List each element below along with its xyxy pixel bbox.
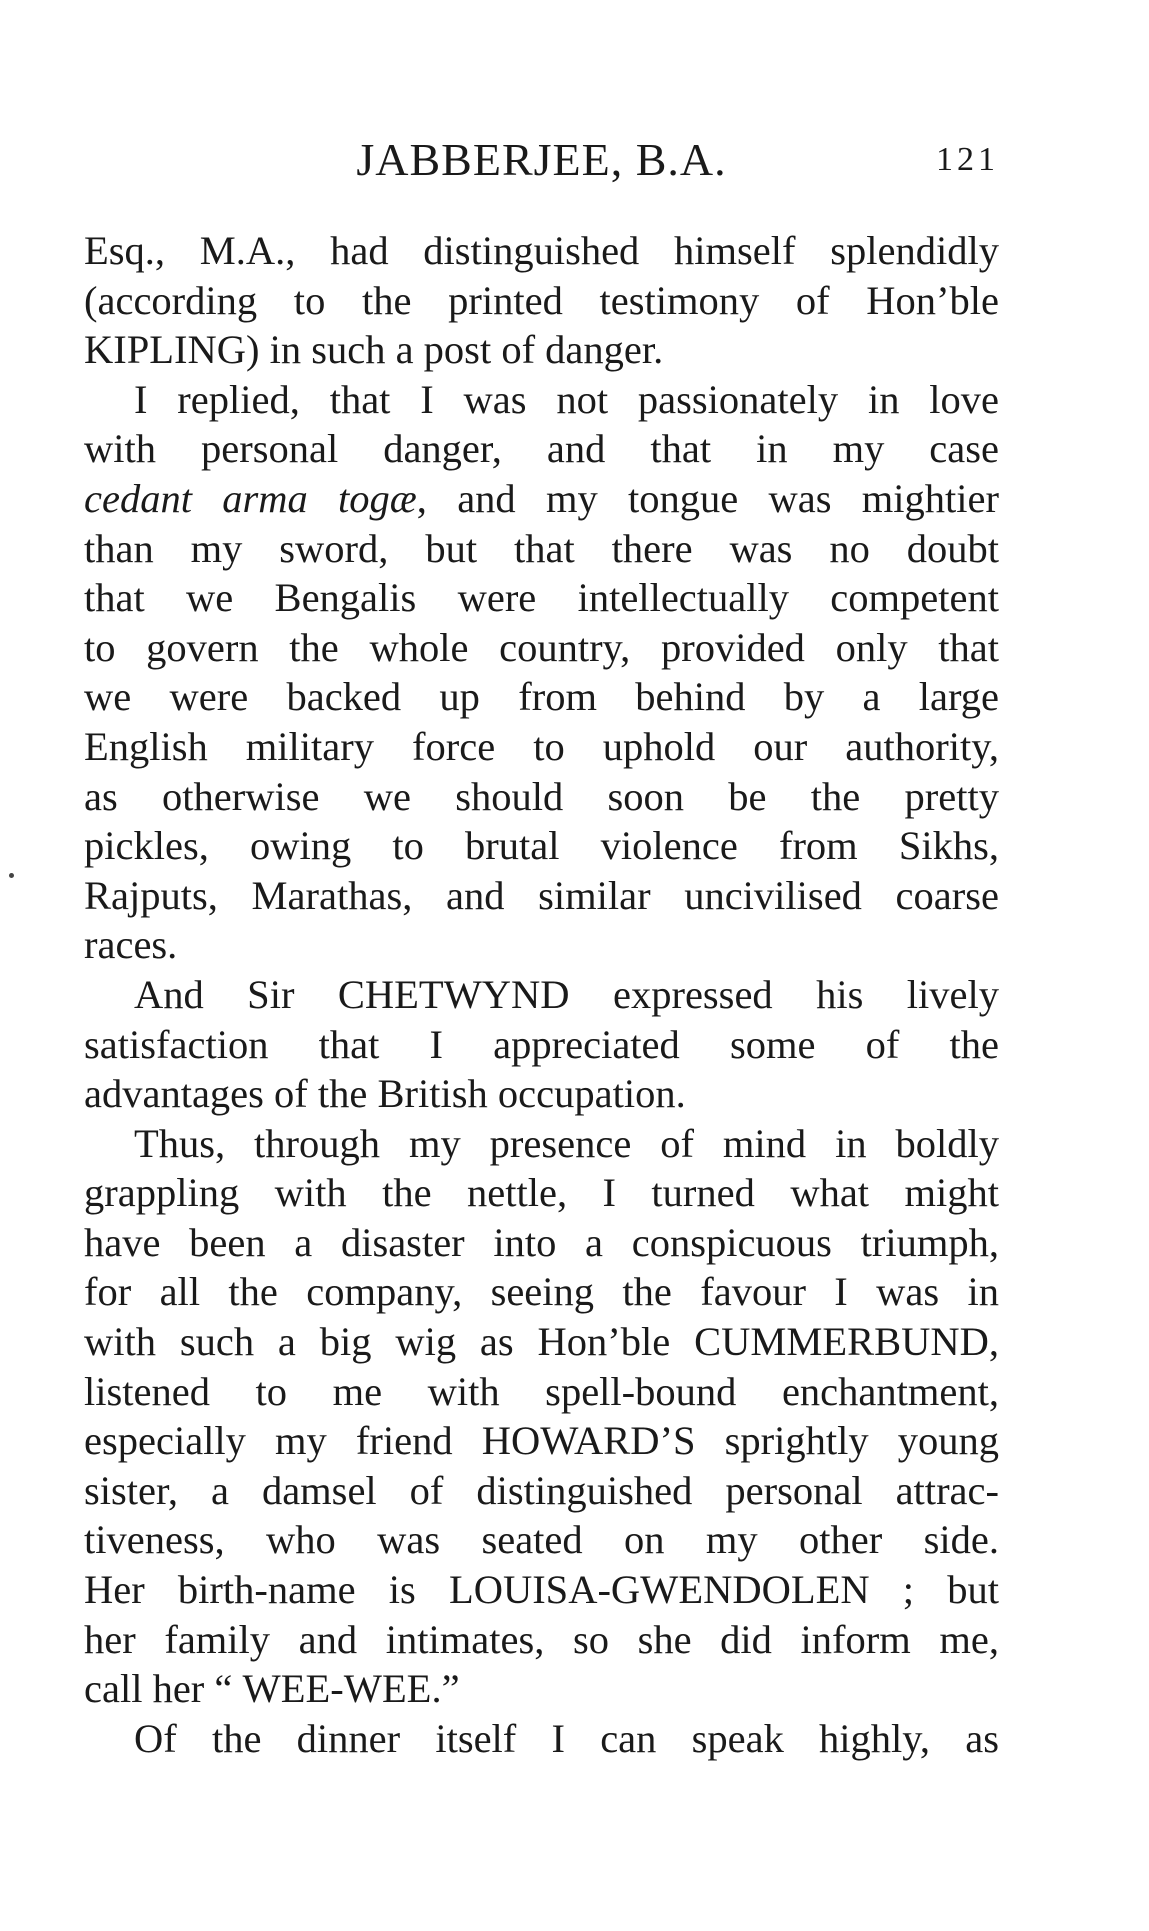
text-line: I replied, that I was not passionately in love — [134, 376, 999, 422]
text-line: Thus, through my presence of mind in boldly — [134, 1120, 999, 1166]
text-run: sprightly young — [695, 1418, 999, 1464]
text-run: with such a big wig as Hon’ble — [84, 1319, 695, 1365]
text-line: races. — [84, 922, 178, 968]
running-head — [84, 125, 999, 195]
text-line: that we Bengalis were intellectually competent — [84, 575, 999, 621]
text-run: expressed his lively — [569, 971, 999, 1017]
text-line: advantages of the British occupation. — [84, 1071, 686, 1117]
text-line: sister, a damsel of distinguished personal attrac- — [84, 1467, 999, 1513]
text-line — [84, 1565, 999, 1615]
scan-speck — [9, 873, 14, 878]
text-line: with personal danger, and that in my case — [84, 426, 999, 472]
small-caps-name: LOUISA-GWENDOLEN — [448, 1567, 870, 1613]
text-line — [84, 970, 999, 1020]
text-line — [84, 474, 999, 524]
running-head-title: JABBERJEE, B.A. — [356, 134, 727, 185]
text-line: Esq., M.A., had distinguished himself splendidly — [84, 228, 999, 273]
text-line — [84, 1416, 999, 1466]
text-line: tiveness, who was seated on my other side. — [84, 1517, 999, 1563]
text-run: especially my friend — [84, 1418, 482, 1464]
text-run: , and my tongue was mightier — [416, 475, 999, 521]
text-line: Of the dinner itself I can speak highly, as — [134, 1715, 999, 1761]
text-line: we were backed up from behind by a large — [84, 674, 999, 720]
text-line: satisfaction that I appreciated some of the — [84, 1021, 999, 1067]
text-line: pickles, owing to brutal violence from Sikhs, — [84, 823, 999, 869]
text-line: (according to the printed testimony of Hon’ble — [84, 277, 999, 323]
text-line — [84, 1664, 999, 1714]
text-run: Her birth-name is — [84, 1567, 449, 1613]
page-number: 121 — [936, 141, 999, 178]
text-line: to govern the whole country, provided only that — [84, 624, 999, 670]
text-line: for all the company, seeing the favour I was in — [84, 1269, 999, 1315]
text-line: than my sword, but that there was no doubt — [84, 525, 999, 571]
small-caps-name: KIPLING — [84, 327, 246, 373]
body-text — [84, 226, 999, 1763]
text-run: call her “ — [84, 1666, 243, 1712]
text-run: .” — [431, 1666, 460, 1712]
text-line: Rajputs, Marathas, and similar uncivilised coarse — [84, 872, 999, 918]
text-line: her family and intimates, so she did inform me, — [84, 1616, 999, 1662]
text-run: And Sir — [134, 971, 338, 1017]
text-line: English military force to uphold our authority, — [84, 723, 999, 769]
text-line: listened to me with spell-bound enchantment, — [84, 1368, 999, 1414]
text-line: grappling with the nettle, I turned what might — [84, 1170, 999, 1216]
text-line — [84, 325, 999, 375]
small-caps-name: CHETWYND — [337, 971, 570, 1017]
small-caps-name: CUMMERBUND — [694, 1319, 989, 1365]
text-line: as otherwise we should soon be the pretty — [84, 773, 999, 819]
text-line — [84, 1317, 999, 1367]
small-caps-name: WEE-WEE — [242, 1666, 432, 1712]
small-caps-name: HOWARD’S — [481, 1418, 696, 1464]
text-run: , — [988, 1319, 999, 1365]
text-run: ) in such a post of danger. — [245, 327, 664, 373]
latin-phrase: cedant arma togæ — [84, 475, 417, 521]
text-run: ; but — [869, 1567, 999, 1613]
text-line: have been a disaster into a conspicuous triumph, — [84, 1219, 999, 1265]
